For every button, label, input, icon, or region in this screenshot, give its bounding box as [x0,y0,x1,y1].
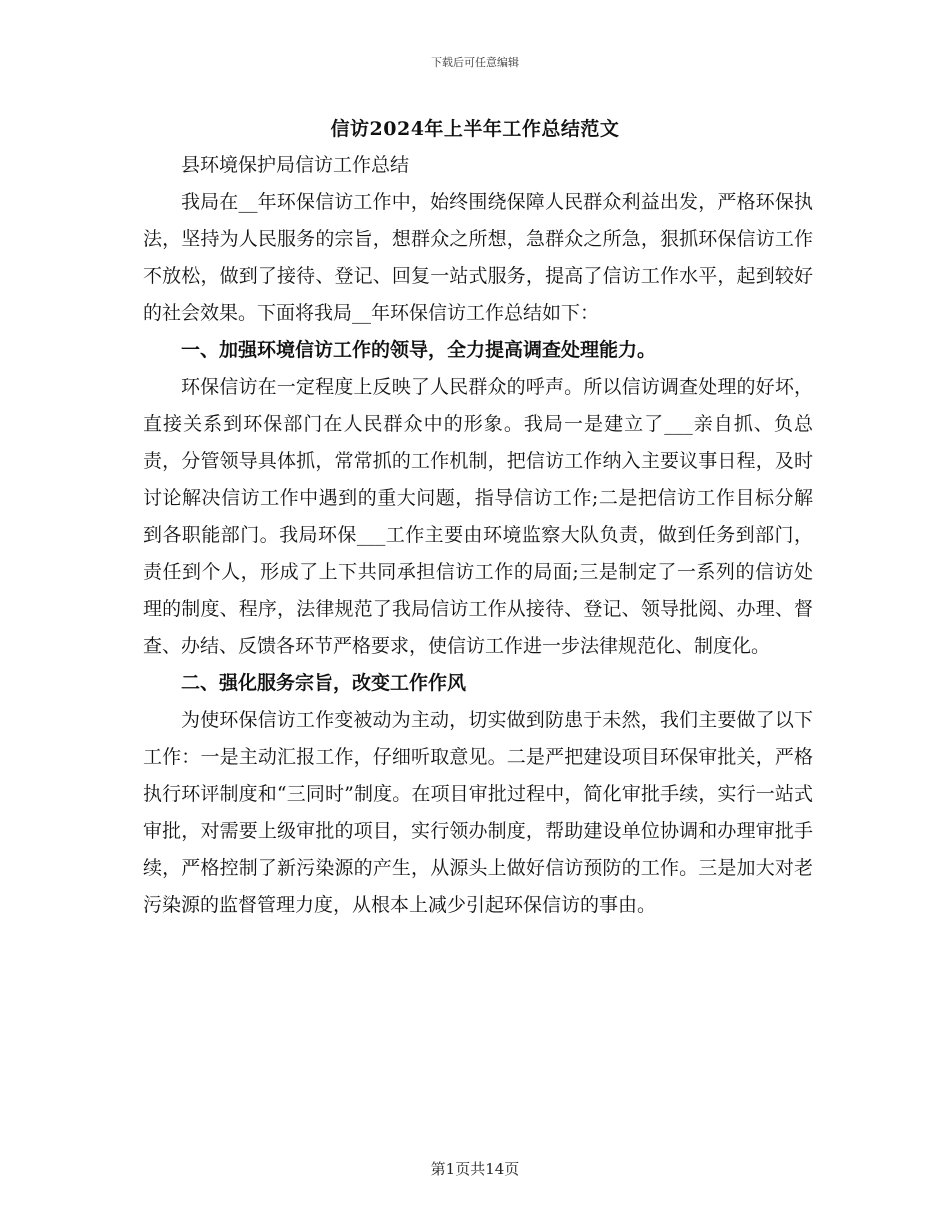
section-heading-2: 二、强化服务宗旨，改变工作作风 [181,672,467,694]
header-note: 下载后可任意编辑 [431,56,519,69]
paragraph-section-2: 为使环保信访工作变被动为主动，切实做到防患于未然，我们主要做了以下工作：一是主动汇报工作，仔细听取意见。二是严把建设项目环保审批关，严格执行环评制度和“三同时”制度。在项目审批过程中，简化审批手续，实行一站式审批，对需要上级审批的项目，实行领办制度，帮助建设单位协调和办理审批手续，严格控制了新污染源的产生，从源头上做好信访预防的工作。三是加大对老污染源的监督管理力度，从根本上减少引起环保信访的事由。 [143,709,813,916]
paragraph-subtitle: 县环境保护局信访工作总结 [181,154,410,176]
paragraph-intro: 我局在__年环保信访工作中，始终围绕保障人民群众利益出发，严格环保执法，坚持为人民服务的宗旨，想群众之所想，急群众之所急，狠抓环保信访工作不放松，做到了接待、登记、回复一站式服务，提高了信访工作水平，起到较好的社会效果。下面将我局__年环保信访工作总结如下： [143,191,813,324]
paragraph-section-1: 环保信访在一定程度上反映了人民群众的呼声。所以信访调查处理的好坏，直接关系到环保部门在人民群众中的形象。我局一是建立了___亲自抓、负总责，分管领导具体抓，常常抓的工作机制，把信访工作纳入主要议事日程，及时讨论解决信访工作中遇到的重大问题，指导信访工作;二是把信访工作目标分解到各职能部门。我局环保___工作主要由环境监察大队负责，做到任务到部门，责任到个人，形成了上下共同承担信访工作的局面;三是制定了一系列的信访处理的制度、程序，法律规范了我局信访工作从接待、登记、领导批阅、办理、督查、办结、反馈各环节严格要求，使信访工作进一步法律规范化、制度化。 [143,376,813,657]
page-number-footer: 第1页共14页 [430,1160,520,1178]
document-title: 信访2024年上半年工作总结范文 [330,118,620,140]
document-body [143,147,813,924]
section-heading-1: 一、加强环境信访工作的领导，全力提高调查处理能力。 [181,339,657,361]
